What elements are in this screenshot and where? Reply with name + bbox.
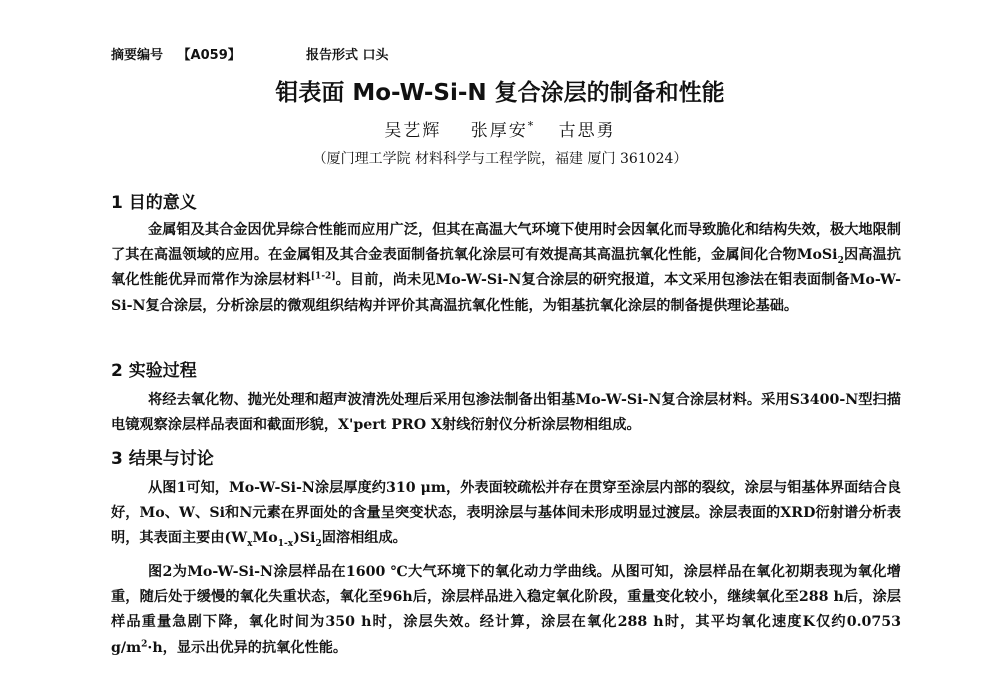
paragraph-experiment: 将经去氧化物、抛光处理和超声波清洗处理后采用包渗法制备出钼基Mo-W-Si-N复合涂层材料。采用S3400-N型扫描电镜观察涂层样品表面和截面形貌，X'pert PRO X射线衍射仪分析涂层物相组成。 [111,392,901,434]
paragraph-results-1: 从图1可知，Mo-W-Si-N涂层厚度约310 μm，外表面较疏松并存在贯穿至涂层内部的裂纹，涂层与钼基体界面结合良好，Mo、W、Si和N元素在界面处的含量呈突变状态，表明涂层与基体间未形成明显过渡层。涂层表面的XRD衍射谱分析表明，其表面主要由$(W_xMo_{1-x})Si_2$固溶相组成。 [111,480,901,550]
abstract-number-value: 【A059】 [177,48,241,63]
abstract-number [111,44,241,63]
section-heading-results: 3 结果与讨论 [111,449,214,469]
paragraph-purpose: 金属钼及其合金因优异综合性能而应用广泛，但其在高温大气环境下使用时会因氧化而导致脆化和结构失效，极大地限制了其在高温领域的应用。在金属钼及其合金表面制备抗氧化涂层可有效提高其高温抗氧化性能，金属间化合物MoSi$_2$因高温抗氧化性能优异而常作为涂层材料[1-2]。目前，尚未见Mo-W-Si-N复合涂层的研究报道，本文采用包渗法在钼表面制备Mo-W-Si-N复合涂层，分析涂层的微观组织结构并评价其高温抗氧化性能，为钼基抗氧化涂层的制备提供理论基础。 [111,222,901,314]
author-list [0,116,1000,141]
citation-ref: [1-2] [310,271,336,282]
author-1: 吴艺辉 [384,121,442,141]
affiliation: （厦门理工学院 材料科学与工程学院，福建 厦门 361024） [312,151,688,167]
paper-title: 钼表面 Mo-W-Si-N 复合涂层的制备和性能 [275,80,725,106]
author-2: 张厚安* [470,119,536,141]
corresponding-mark: * [527,119,536,133]
report-form: 报告形式 口头 [306,48,389,63]
section-heading-experiment: 2 实验过程 [111,361,197,381]
author-3: 古思勇 [558,121,616,141]
abstract-number-label: 摘要编号 [111,48,164,63]
section-heading-purpose: 1 目的意义 [111,193,197,213]
paragraph-results-2: 图2为Mo-W-Si-N涂层样品在1600 ℃大气环境下的氧化动力学曲线。从图可知，涂层样品在氧化初期表现为氧化增重，随后处于缓慢的氧化失重状态，氧化至96h后，涂层样品进入稳定氧化阶段，重量变化较小，继续氧化至288 h后，涂层样品重量急剧下降，氧化时间为350 h时，涂层失效。经计算，涂层在氧化288 h时，其平均氧化速度K仅约0.0753 $g/m^2\cdot h$，显示出优异的抗氧化性能。 [111,564,901,656]
